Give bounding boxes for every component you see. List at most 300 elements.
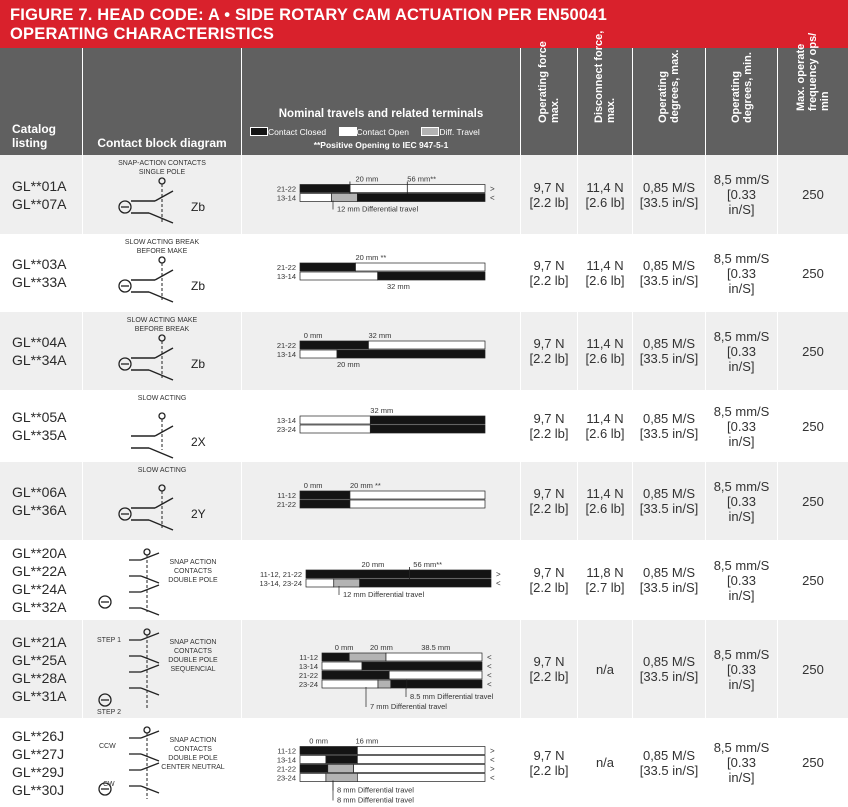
plunger-icon [144, 727, 150, 733]
legend-closed-label: Contact Closed [268, 127, 327, 137]
step-label: STEP 2 [97, 709, 121, 716]
differential-travel-note: 8 mm Differential travel [337, 795, 414, 805]
contact-block-diagram [83, 234, 241, 312]
operating-degrees-max [633, 312, 705, 390]
operating-force-line: [2.2 lb] [529, 580, 569, 595]
travel-diagram [242, 718, 520, 807]
terminal-label: 21-22 [276, 263, 296, 272]
operating-force [521, 540, 577, 620]
terminal-label: 11-12 [299, 653, 318, 662]
travel-bar-segment [357, 756, 485, 764]
disconnect-force-line: [2.7 lb] [585, 580, 625, 595]
terminal-label: 23-24 [298, 680, 318, 689]
max-frequency-line: 250 [802, 265, 824, 281]
travel-bar-segment [407, 680, 482, 688]
header-op-force [521, 41, 577, 155]
operating-degrees-max-text [640, 336, 699, 366]
operating-degrees-max-line: 0,85 M/S [642, 486, 695, 501]
disconnect-force-line: [2.6 lb] [585, 426, 625, 441]
max-frequency-line: 250 [802, 572, 824, 588]
terminal-label: 13-14 [298, 662, 318, 671]
column-divider [705, 48, 706, 807]
direction-arrow: < [496, 579, 501, 588]
travel-bar-segment [362, 662, 482, 670]
disconnect-force-text [596, 662, 614, 677]
operating-degrees-min-line: [0.33 [727, 493, 756, 509]
contact-line [141, 576, 159, 583]
contact-line [155, 191, 173, 201]
travel-bar-segment [389, 671, 482, 679]
disconnect-force [578, 155, 632, 234]
disconnect-force [578, 620, 632, 718]
travel-bar-segment [306, 579, 334, 587]
travel-distance-label: 20 mm [361, 560, 385, 569]
max-frequency-text [802, 344, 824, 359]
max-frequency [778, 718, 848, 807]
catalog-listing-line: GL**04A [12, 334, 67, 350]
table-row [0, 390, 848, 462]
disconnect-force-line: 11,4 N [586, 336, 624, 351]
travel-bar-segment [331, 194, 357, 202]
contact-line [149, 213, 173, 223]
contact-line [141, 688, 159, 695]
disconnect-force-text [585, 486, 624, 516]
operating-degrees-min-line: 8,5 mm/S [713, 646, 770, 662]
terminal-label: 11-12 [277, 491, 296, 500]
catalog-listing-line: GL**33A [12, 274, 67, 290]
figure-title-line1: FIGURE 7. HEAD CODE: A • SIDE ROTARY CAM ACTUATION PER EN50041 [10, 6, 607, 24]
column-divider [520, 48, 521, 807]
travel-bar-segment [322, 680, 378, 688]
operating-degrees-min-line: 8,5 mm/S [713, 557, 770, 573]
terminal-label: 23-24 [276, 773, 296, 783]
operating-degrees-min-line: [0.33 [727, 572, 756, 588]
travel-bar-segment [378, 680, 391, 688]
travel-bar-segment [370, 416, 485, 424]
table-row [0, 312, 848, 390]
travel-distance-label: 0 mm [303, 331, 323, 340]
diagram-caption: DOUBLE POLE [168, 577, 218, 584]
contact-diagram-icon [119, 317, 205, 380]
diagram-caption: SNAP ACTION [169, 639, 217, 646]
travel-bar-segment [391, 680, 407, 688]
travel-distance-label: 20 mm ** [355, 253, 387, 262]
disconnect-force-line: 11,4 N [586, 179, 624, 195]
operating-force-line: [2.2 lb] [529, 669, 569, 684]
header-catalog [0, 48, 82, 155]
catalog-listing-text [12, 633, 66, 705]
operating-degrees-min-text [714, 558, 770, 603]
catalog-listing-line: GL**34A [12, 352, 67, 368]
diagram-caption: SNAP-ACTION CONTACTS [118, 160, 206, 167]
contact-line [155, 348, 173, 358]
operating-degrees-max-line: [33.5 in/S] [639, 669, 699, 684]
catalog-listing-line: GL**21A [12, 634, 67, 650]
travel-bar-segment [357, 194, 485, 202]
catalog-listing [0, 155, 82, 234]
max-frequency-line: 250 [802, 418, 824, 434]
contact-block-diagram [83, 620, 241, 718]
operating-degrees-min-line: in/S] [728, 508, 755, 524]
terminal-label: 21-22 [298, 671, 318, 680]
diagram-caption: DOUBLE POLE [168, 755, 218, 762]
contact-type-tag: 2Y [191, 507, 206, 521]
operating-force-line: 9,7 N [533, 654, 565, 669]
operating-degrees-min-text [714, 740, 770, 785]
contact-block-diagram [83, 312, 241, 390]
travel-bar-segment [300, 500, 350, 508]
travel-bar-segment [300, 491, 350, 499]
direction-arrow: > [490, 746, 495, 756]
max-frequency-line: 250 [802, 755, 824, 770]
operating-force-line: [2.2 lb] [529, 194, 569, 210]
catalog-listing-line: GL**29J [12, 763, 65, 780]
column-divider [632, 48, 633, 807]
operating-degrees-max-line: 0,85 M/S [642, 654, 695, 669]
catalog-listing-line: GL**36A [12, 502, 67, 518]
travel-bar-segment [300, 350, 337, 358]
disconnect-force-line: 11,4 N [586, 258, 624, 273]
legend [250, 127, 480, 137]
operating-degrees-min-text [714, 404, 770, 449]
operating-force-line: [2.2 lb] [529, 426, 569, 441]
disconnect-force-line: 11,4 N [586, 411, 624, 426]
travel-bar-segment [410, 570, 491, 578]
operating-degrees-min-line: 8,5 mm/S [713, 740, 770, 755]
operating-degrees-min [706, 462, 777, 540]
direction-arrow: < [487, 680, 492, 689]
operating-degrees-min [706, 312, 777, 390]
plunger-icon [144, 549, 150, 555]
travel-bar-segment [354, 765, 485, 773]
operating-degrees-max-line: 0,85 M/S [642, 411, 695, 426]
catalog-listing-line: GL**07A [12, 195, 67, 212]
diagram-caption: SNAP ACTION [169, 737, 217, 744]
operating-degrees-max-line: 0,85 M/S [642, 258, 695, 273]
differential-travel-note: 8.5 mm Differential travel [410, 692, 494, 701]
positive-opening-note: **Positive Opening to IEC 947-5-1 [313, 140, 449, 150]
travel-bar-segment [300, 341, 368, 349]
disconnect-force [578, 234, 632, 312]
travel-bar-segment [300, 425, 370, 433]
operating-degrees-max-text [640, 565, 699, 595]
figure-title-line2: OPERATING CHARACTERISTICS [10, 25, 275, 43]
operating-degrees-max-line: 0,85 M/S [642, 747, 695, 763]
contact-diagram-icon [119, 467, 206, 530]
operating-degrees-max-line: [33.5 in/S] [639, 351, 699, 366]
contact-diagram-icon [131, 395, 206, 458]
operating-degrees-max-line: [33.5 in/S] [639, 426, 699, 441]
direction-arrow: < [490, 773, 495, 783]
operating-degrees-max-line: [33.5 in/S] [639, 194, 699, 210]
legend-open-label: Contact Open [356, 127, 409, 137]
contact-line [155, 270, 173, 280]
travel-distance-label: 32 mm [368, 331, 392, 340]
disconnect-force-line: 11,8 N [586, 565, 624, 580]
diagram-caption: CENTER NEUTRAL [161, 764, 225, 771]
table-row [0, 620, 848, 718]
travel-distance-label: 20 mm [370, 643, 393, 652]
terminal-label: 21-22 [276, 500, 296, 509]
max-frequency-text [802, 573, 824, 588]
operating-degrees-max-text [640, 258, 699, 288]
diagram-caption: CONTACTS [174, 568, 212, 575]
max-frequency-line: 250 [802, 661, 824, 677]
operating-degrees-max [633, 718, 705, 807]
direction-arrow: > [490, 764, 495, 774]
header-travels-title: Nominal travels and related terminals [278, 108, 484, 120]
terminal-label: 21-22 [276, 341, 296, 350]
contact-type-tag: Zb [191, 357, 206, 371]
differential-travel-note: 12 mm Differential travel [337, 204, 419, 214]
max-frequency-text [802, 494, 824, 509]
travel-bar-segment [357, 774, 485, 782]
operating-force-text [529, 565, 568, 595]
disconnect-force-line: n/a [595, 755, 615, 770]
catalog-listing-line: GL**28A [12, 670, 67, 686]
legend-diff-label: Diff. Travel [439, 127, 480, 137]
terminal-label: 13-14 [276, 193, 296, 203]
operating-degrees-min-line: [0.33 [727, 418, 756, 434]
diagram-caption: CONTACTS [174, 648, 212, 655]
catalog-listing-text [12, 333, 66, 369]
travel-bar-segment [356, 263, 486, 271]
disconnect-force-text [585, 411, 624, 441]
contact-line [141, 665, 159, 672]
operating-force [521, 620, 577, 718]
operating-degrees-max [633, 620, 705, 718]
operating-force-line: [2.2 lb] [529, 351, 569, 366]
travel-bar-segment [300, 756, 326, 764]
disconnect-force-line: n/a [595, 661, 615, 677]
operating-degrees-min [706, 620, 777, 718]
catalog-listing-line: GL**20A [12, 545, 67, 561]
header-freq [778, 32, 848, 155]
operating-degrees-min-line: [0.33 [727, 265, 756, 281]
diagram-caption: SLOW ACTING BREAK [124, 239, 200, 246]
contact-line [141, 763, 159, 770]
catalog-listing-text [12, 408, 66, 444]
travel-distance-label: 32 mm [370, 406, 394, 415]
travel-bar-segment [300, 747, 357, 755]
plunger-icon [144, 629, 150, 635]
operating-degrees-max-line: [33.5 in/S] [639, 762, 699, 778]
max-frequency-text [802, 266, 824, 281]
contact-diagram-icon [119, 239, 205, 302]
disconnect-force [578, 540, 632, 620]
terminal-label: 21-22 [276, 764, 296, 774]
operating-degrees-min-text [714, 329, 770, 374]
disconnect-force-text [596, 755, 614, 770]
operating-force-text [529, 336, 568, 366]
plunger-icon [159, 257, 165, 263]
contact-line [141, 656, 159, 663]
terminal-label: 13-14, 23-24 [259, 579, 302, 588]
header-deg-min [706, 48, 777, 155]
header-catalog-label: Catalog listing [12, 122, 57, 150]
contact-type-tag: 2X [191, 435, 206, 449]
column-divider [777, 48, 778, 807]
max-frequency-text [802, 419, 824, 434]
catalog-listing [0, 390, 82, 462]
operating-degrees-min-line: in/S] [728, 587, 755, 603]
header-diagram [83, 48, 241, 155]
catalog-listing [0, 462, 82, 540]
operating-degrees-max [633, 234, 705, 312]
diagram-caption: BEFORE MAKE [136, 248, 188, 255]
operating-force-line: 9,7 N [533, 336, 565, 351]
operating-degrees-max-text [640, 654, 699, 684]
contact-type-tag: Zb [191, 200, 206, 214]
operating-degrees-min-text [714, 251, 770, 296]
max-frequency-line: 250 [802, 493, 824, 509]
catalog-listing-line: GL**25A [12, 652, 67, 668]
disconnect-force [578, 312, 632, 390]
direction-label: CCW [99, 743, 116, 750]
disconnect-force-line: [2.6 lb] [585, 273, 625, 288]
diagram-caption: SLOW ACTING [137, 395, 187, 402]
operating-degrees-max-line: [33.5 in/S] [639, 501, 699, 516]
contact-block-diagram [83, 718, 241, 807]
operating-degrees-min-text [714, 647, 770, 692]
travel-bar-segment [350, 185, 485, 193]
travel-distance-label: 0 mm [334, 643, 354, 652]
travel-distance-label: 0 mm [309, 736, 328, 746]
operating-degrees-min-line: in/S] [728, 358, 755, 374]
figure-title [0, 0, 848, 48]
catalog-listing [0, 540, 82, 620]
column-divider [241, 48, 242, 807]
legend-diff-swatch [421, 127, 439, 136]
catalog-listing-text [12, 727, 64, 799]
travel-bar-segment [350, 491, 485, 499]
travel-bar-segment [300, 774, 326, 782]
travel-distance-label: 20 mm [355, 174, 379, 184]
operating-force [521, 234, 577, 312]
travel-bar-segment [360, 579, 491, 587]
catalog-listing-text [12, 177, 66, 213]
contact-line [141, 786, 159, 793]
operating-force-text [529, 411, 568, 441]
disconnect-force-line: [2.6 lb] [585, 501, 625, 516]
contact-block-diagram [83, 540, 241, 620]
operating-degrees-min [706, 390, 777, 462]
operating-force-text [529, 258, 568, 288]
travel-bar-segment [306, 570, 410, 578]
direction-arrow: < [490, 755, 495, 765]
diagram-caption: SLOW ACTING MAKE [126, 317, 198, 324]
catalog-listing [0, 620, 82, 718]
terminal-label: 13-14 [276, 350, 296, 359]
operating-degrees-min-line: in/S] [728, 770, 755, 785]
operating-degrees-min [706, 234, 777, 312]
operating-degrees-min-text [714, 172, 770, 217]
travel-distance-label: 56 mm** [407, 174, 437, 184]
travel-diagram [242, 620, 520, 718]
travel-distance-label: 20 mm [337, 360, 360, 369]
contact-block-diagram [83, 155, 241, 234]
max-frequency-line: 250 [802, 187, 824, 202]
travel-bar-segment [337, 350, 485, 358]
max-frequency [778, 234, 848, 312]
diagram-caption: DOUBLE POLE [168, 657, 218, 664]
operating-degrees-min [706, 540, 777, 620]
differential-travel-note: 12 mm Differential travel [343, 590, 425, 599]
operating-degrees-max-text [640, 411, 699, 441]
catalog-listing-line: GL**03A [12, 256, 67, 272]
max-frequency [778, 620, 848, 718]
catalog-listing-text [12, 255, 66, 291]
travel-distance-label: 16 mm [355, 736, 379, 746]
operating-degrees-max [633, 540, 705, 620]
travel-bar-segment [378, 272, 485, 280]
terminal-label: 13-14 [276, 416, 296, 425]
operating-degrees-min-line: in/S] [728, 202, 755, 217]
operating-force-line: 9,7 N [533, 258, 565, 273]
header-disconnect [578, 30, 632, 155]
travel-diagram [242, 390, 520, 462]
max-frequency-text [802, 755, 824, 770]
operating-force-line: 9,7 N [533, 486, 565, 501]
disconnect-force-line: [2.6 lb] [585, 194, 625, 210]
operating-force [521, 462, 577, 540]
catalog-listing-line: GL**31A [12, 688, 67, 704]
operating-degrees-min [706, 718, 777, 807]
disconnect-force [578, 390, 632, 462]
header-diagram-label: Contact block diagram [97, 136, 227, 150]
contact-line [141, 754, 159, 761]
operating-force-line: [2.2 lb] [529, 762, 569, 778]
disconnect-force [578, 462, 632, 540]
operating-force-text [529, 180, 568, 210]
legend-open-swatch [339, 127, 357, 136]
disconnect-force [578, 718, 632, 807]
max-frequency [778, 155, 848, 234]
contact-type-tag: Zb [191, 279, 206, 293]
contact-block-diagram [83, 462, 241, 540]
catalog-listing-line: GL**27J [12, 745, 65, 762]
max-frequency [778, 462, 848, 540]
table-row [0, 540, 848, 620]
catalog-listing [0, 312, 82, 390]
direction-arrow: > [496, 570, 501, 579]
operating-degrees-min-line: in/S] [728, 433, 755, 449]
contact-line [141, 608, 159, 615]
disconnect-force-line: 11,4 N [586, 486, 624, 501]
catalog-listing-text [12, 544, 66, 616]
operating-degrees-min-line: 8,5 mm/S [713, 250, 770, 266]
travel-bar-segment [300, 194, 331, 202]
catalog-listing [0, 234, 82, 312]
header-op-force-label: Operating force max. [537, 41, 561, 123]
catalog-listing [0, 718, 82, 807]
column-divider [577, 48, 578, 807]
operating-degrees-max-line: 0,85 M/S [642, 336, 695, 351]
diagram-caption: SEQUENCIAL [170, 666, 216, 673]
operating-degrees-max-text [640, 748, 699, 778]
travel-bar-segment [300, 416, 370, 424]
catalog-listing-line: GL**35A [12, 427, 67, 443]
max-frequency-line: 250 [802, 343, 824, 359]
terminal-label: 11-12, 21-22 [260, 570, 302, 579]
diagram-caption: SINGLE POLE [138, 169, 186, 176]
travel-bar-segment [334, 579, 360, 587]
operating-degrees-min-line: [0.33 [727, 661, 756, 677]
operating-degrees-max-line: 0,85 M/S [642, 179, 695, 195]
max-frequency [778, 540, 848, 620]
contact-line [149, 292, 173, 302]
catalog-listing-line: GL**05A [12, 409, 67, 425]
